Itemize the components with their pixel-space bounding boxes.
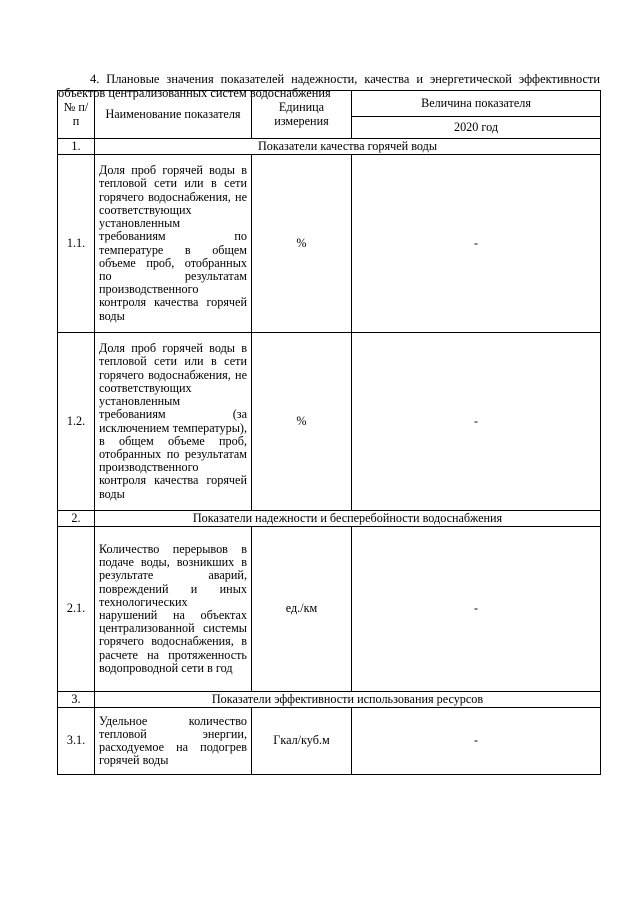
row-value: - [352, 333, 601, 511]
section-title: Показатели качества горячей воды [95, 139, 601, 155]
row-name-text: Доля проб горячей воды в тепловой сети или в сети горячего водоснабжения, не соответствующих установленным требованиям по температуре в общем объеме проб, отобранных по результатам производственного контроля качества горячей воды [99, 163, 247, 323]
section-title: Показатели эффективности использования ресурсов [95, 692, 601, 708]
table-row [58, 155, 601, 333]
row-name [95, 333, 252, 511]
table-row [58, 527, 601, 692]
section-row [58, 511, 601, 527]
section-row [58, 692, 601, 708]
header-num: № п/п [58, 91, 95, 139]
indicators-table [57, 90, 601, 775]
header-year: 2020 год [352, 117, 601, 139]
document-heading: 4. Плановые значения показателей надежности, качества и энергетической эффективности объектов централизованных систем водоснабжения [58, 72, 600, 101]
row-name-text: Количество перерывов в подаче воды, возникших в результате аварий, повреждений и иных технологических нарушений на объектах централизованной системы горячего водоснабжения, в расчете на протяженность водопроводной сети в год [99, 541, 247, 675]
row-num: 1.2. [58, 333, 95, 511]
row-name [95, 708, 252, 775]
header-name: Наименование показателя [95, 91, 252, 139]
row-value: - [352, 155, 601, 333]
header-row [58, 91, 601, 117]
header-value-group: Величина показателя [352, 91, 601, 117]
row-name-text: Доля проб горячей воды в тепловой сети или в сети горячего водоснабжения, не соответствующих установленным требованиям (за исключением температуры), в общем объеме проб, отобранных по результатам производственного контроля качества горячей воды [99, 341, 247, 501]
row-unit: % [252, 155, 352, 333]
table-row [58, 708, 601, 775]
header-unit: Единица измерения [252, 91, 352, 139]
row-unit: % [252, 333, 352, 511]
row-name-text: Удельное количество тепловой энергии, расходуемое на подогрев горячей воды [99, 713, 247, 768]
section-title: Показатели надежности и бесперебойности водоснабжения [95, 511, 601, 527]
row-num: 2.1. [58, 527, 95, 692]
section-num: 2. [58, 511, 95, 527]
row-name [95, 155, 252, 333]
row-num: 1.1. [58, 155, 95, 333]
row-unit: Гкал/куб.м [252, 708, 352, 775]
section-num: 3. [58, 692, 95, 708]
section-num: 1. [58, 139, 95, 155]
row-name [95, 527, 252, 692]
section-row [58, 139, 601, 155]
table-row [58, 333, 601, 511]
row-unit: ед./км [252, 527, 352, 692]
row-value: - [352, 708, 601, 775]
row-value: - [352, 527, 601, 692]
row-num: 3.1. [58, 708, 95, 775]
